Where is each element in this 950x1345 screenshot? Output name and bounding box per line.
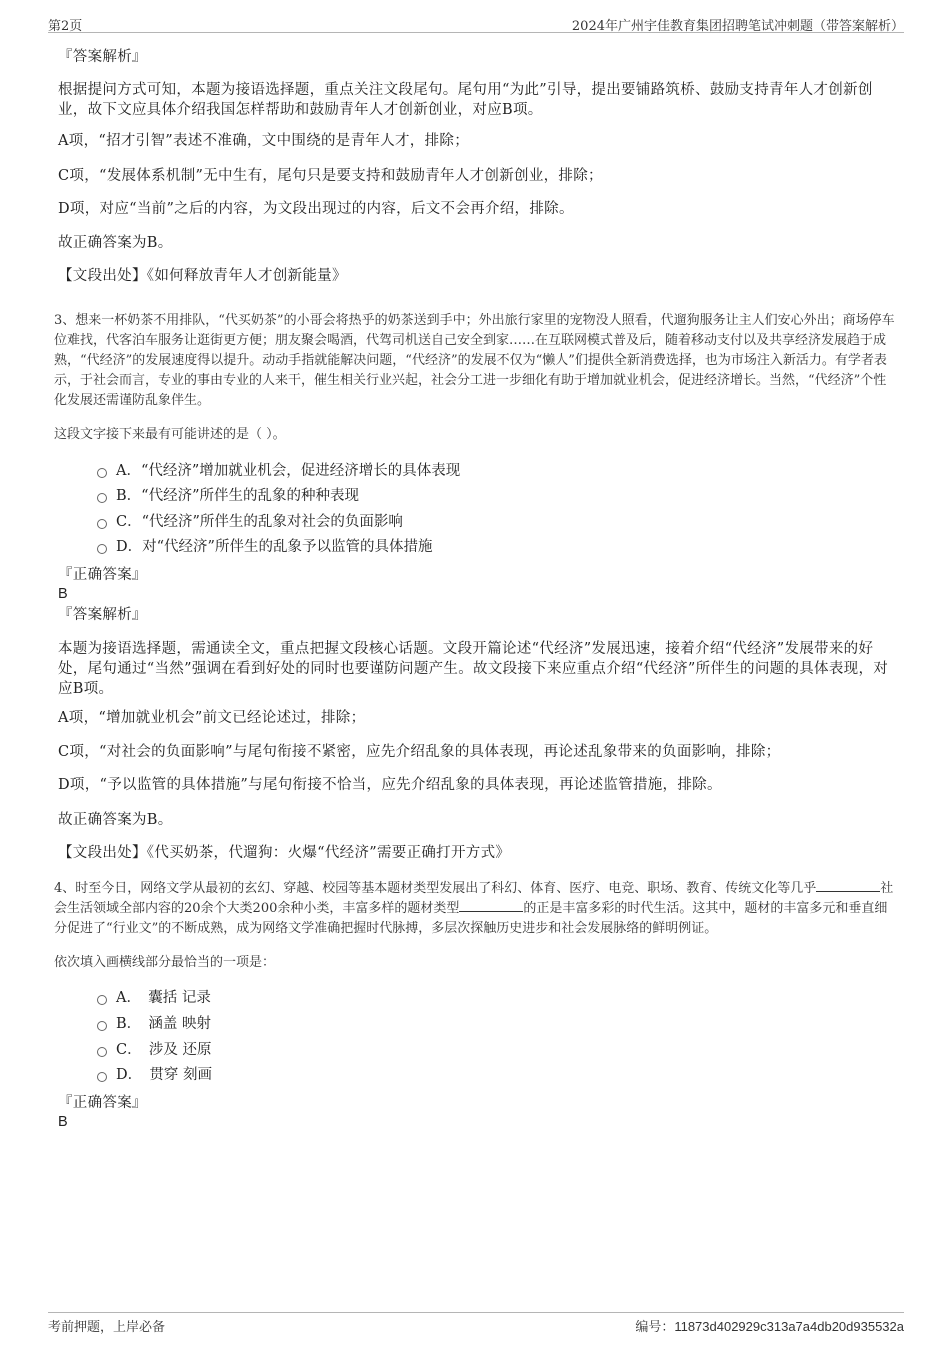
q3-option-a-label: A．“代经济”增加就业机会，促进经济增长的具体表现 <box>116 463 461 479</box>
q4-option-c[interactable] <box>97 1040 211 1060</box>
q2-option-d-note: D项，对应“当前”之后的内容，为文段出现过的内容，后文不会再介绍，排除。 <box>58 201 574 217</box>
page-number: 第2页 <box>48 19 83 34</box>
q3-analysis-label: 『答案解析』 <box>58 607 147 623</box>
q4-answer: B <box>58 1114 68 1130</box>
radio-icon[interactable] <box>97 544 107 554</box>
radio-icon[interactable] <box>97 1072 107 1082</box>
q4-option-b-label: B． 涵盖 映射 <box>116 1016 212 1032</box>
answer-blank-2 <box>459 899 523 912</box>
q3-option-b[interactable] <box>97 486 359 506</box>
radio-icon[interactable] <box>97 995 107 1005</box>
q4-option-a[interactable] <box>97 988 211 1008</box>
q4-option-d[interactable] <box>97 1065 212 1085</box>
q3-option-b-label: B．“代经济”所伴生的乱象的种种表现 <box>116 488 359 504</box>
q4-option-c-label: C． 涉及 还原 <box>116 1042 212 1058</box>
q3-source: 【文段出处】《代买奶茶，代遛狗：火爆“代经济”需要正确打开方式》 <box>58 845 511 861</box>
radio-icon[interactable] <box>97 519 107 529</box>
q2-option-c-note: C项，“发展体系机制”无中生有，尾句只是要支持和鼓励青年人才创新创业，排除； <box>58 168 603 184</box>
q2-option-a-note: A项，“招才引智”表述不准确，文中围绕的是青年人才，排除； <box>58 133 469 149</box>
q3-option-c-note: C项，“对社会的负面影响”与尾句衔接不紧密，应先介绍乱象的具体表现，再论述乱象带来的负面影响，排除； <box>58 744 781 760</box>
answer-blank-1 <box>816 879 880 892</box>
q4-stem <box>54 879 896 939</box>
q3-question: 这段文字接下来最有可能讲述的是（ ）。 <box>54 427 286 442</box>
q4-option-b[interactable] <box>97 1014 211 1034</box>
q2-analysis-text: 根据提问方式可知，本题为接语选择题，重点关注文段尾句。尾句用“为此”引导，提出要铺路筑桥、鼓励支持青年人才创新创业，故下文应具体介绍我国怎样帮助和鼓励青年人才创新创业，对应B项。 <box>58 82 873 118</box>
q4-option-d-label: D． 贯穿 刻画 <box>116 1067 212 1083</box>
q4-stem-part1: 4、时至今日，网络文学从最初的玄幻、穿越、校园等基本题材类型发展出了科幻、体育、医疗、电竞、职场、教育、传统文化等几乎 <box>54 881 817 896</box>
q4-stem-part3: 的正是丰富多彩的时代生活。这其中，题材的丰富多元和垂直细分促进了“行业文”的不断成熟，成为网络文学准确把握时代脉搏，多层次探触历史进步和社会发展脉络的鲜明例证。 <box>54 901 888 936</box>
q3-option-a[interactable] <box>97 461 460 481</box>
footer-slogan: 考前押题，上岸必备 <box>48 1320 166 1335</box>
q3-option-d-label: D．对“代经济”所伴生的乱象予以监管的具体措施 <box>116 539 433 555</box>
q3-stem: 3、想来一杯奶茶不用排队，“代买奶茶”的小哥会将热乎的奶茶送到手中；外出旅行家里的宠物没人照看，代遛狗服务让主人们安心外出；商场停车位难找，代客泊车服务让逛街更方便；朋友聚会喝酒，代驾司机送自己安全到家……在互联网模式普及后，随着移动支付以及共享经济发展趋于成熟，“代经济”的发展速度得以提升。动动手指就能解决问题，“代经济”的发展不仅为“懒人”们提供全新消费选择，也为市场注入新活力。有学者表示，于社会而言，专业的事由专业的人来干，催生相关行业兴起，社会分工进一步细化有助于增加就业机会，促进经济增长。当然，“代经济”个性化发展还需谨防乱象伴生。 <box>54 313 895 408</box>
q3-analysis-text: 本题为接语选择题，需通读全文，重点把握文段核心话题。文段开篇论述“代经济”发展迅速，接着介绍“代经济”发展带来的好处，尾句通过“当然”强调在看到好处的同时也要谨防问题产生。故文段接下来应重点介绍“代经济”所伴生的问题的具体表现，对应B项。 <box>58 641 889 697</box>
q4-stem-part2: 社会生活领域全部内容的20余个大类200余种小类，丰富多样的题材类型 <box>54 881 894 916</box>
page-header <box>48 12 904 33</box>
radio-icon[interactable] <box>97 493 107 503</box>
q3-option-c[interactable] <box>97 512 403 532</box>
document-title: 2024年广州宇佳教育集团招聘笔试冲刺题（带答案解析） <box>571 19 904 34</box>
q2-conclusion: 故正确答案为B。 <box>58 235 173 251</box>
q4-answer-label: 『正确答案』 <box>58 1095 147 1111</box>
document-code <box>635 1316 904 1335</box>
q3-option-d[interactable] <box>97 537 432 557</box>
q4-option-a-label: A． 囊括 记录 <box>116 990 211 1006</box>
q3-conclusion: 故正确答案为B。 <box>58 812 173 828</box>
q3-answer: B <box>58 586 68 602</box>
radio-icon[interactable] <box>97 1021 107 1031</box>
document-code-label: 编号： <box>635 1320 675 1335</box>
q2-source: 【文段出处】《如何释放青年人才创新能量》 <box>58 268 347 284</box>
q3-option-a-note: A项，“增加就业机会”前文已经论述过，排除； <box>58 710 366 726</box>
q4-question: 依次填入画横线部分最恰当的一项是： <box>54 955 276 970</box>
q3-option-d-note: D项，“予以监管的具体措施”与尾句衔接不恰当，应先介绍乱象的具体表现，再论述监管措施，排除。 <box>58 777 722 793</box>
document-code-value: 11873d402929c313a7a4db20d935532a <box>674 1319 904 1334</box>
q2-analysis-label: 『答案解析』 <box>58 49 147 65</box>
radio-icon[interactable] <box>97 1047 107 1057</box>
q3-answer-label: 『正确答案』 <box>58 567 147 583</box>
page-footer <box>48 1312 904 1337</box>
radio-icon[interactable] <box>97 468 107 478</box>
q3-option-c-label: C．“代经济”所伴生的乱象对社会的负面影响 <box>116 514 403 530</box>
